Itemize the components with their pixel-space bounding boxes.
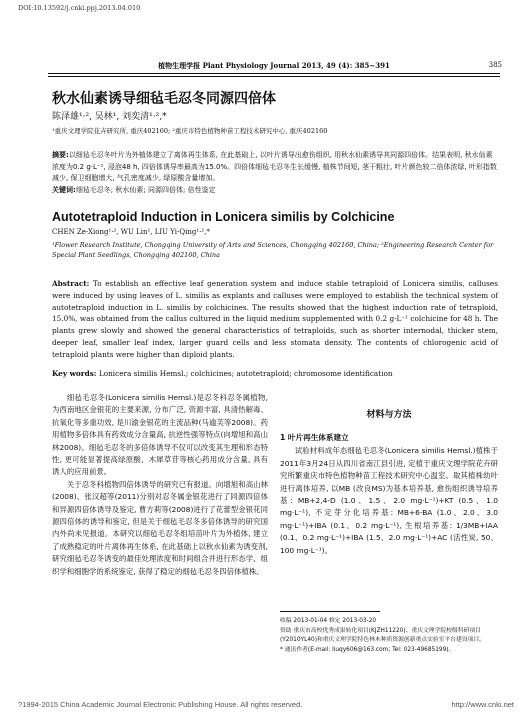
english-abstract-text: To establish an effective leaf generation system and induce stable tetraploid of Lonicera similis, calluses were induced by using leaves of L. similis as explants and calluses were employed to establish the technical system of autotetraploid induction in L. similis by colchicines. The results showed that the highest induction rate of tetraploid, 15.0%, was obtained from the callus cultured in the liquid medium supplemented with 0.2 g·L⁻¹ colchicine for 48 h. The plants grew slowly and showed the general characteristics of tetraploids, such as shorter internodal, thicker stem, deeper leaf, smaller leaf index, larger guard cells and less stomata density. The contents of chlorogenic acid of tetraploid plants were higher than diploid plants.: [52, 279, 498, 359]
intro-paragraph-2: 关于忍冬科植物四倍体诱导的研究已有报道。向增旭和高山林(2008)、张汉超等(2011)分别对忍冬属金银花进行了同源四倍体和异源四倍体诱导及鉴定, 曹方莉等(2008)进行了花蕾型金银花同源四倍体的诱导和鉴定, 但是关于细毡毛忍冬多倍体诱导的研究国内外尚未见报道。本研究以细毡毛忍冬组培苗叶片为外植体, 建立了成熟稳定的叶片离体再生体系, 在此基础上以秋水仙素为诱变剂, 研究细毡毛忍冬诱变的最佳处理浓度和时间组合并进行形态学、组织学和细胞学的系统鉴定, 获得了稳定的细毡毛忍冬四倍体植株。: [52, 479, 268, 576]
methods-paragraph-1: 试验材料成年态细毡毛忍冬(Lonicera similis Hemsl.)植株于2011年3月24日从四川省南江县引进, 定植于重庆文理学院花卉研究所繁重庆市特色植物种苗工程技术研究中心温室。取其植株幼叶进行离体培养, 以MB (改良MS)为基本培养基, 愈伤组织诱导培养基: MB+2,4-D (1.0、1.5、2.0 mg·L⁻¹)+KT (0.5、1.0 mg·L⁻¹), 不定芽分化培养基: MB+6-BA (1.0、2.0、3.0 mg·L⁻¹)+IBA (0.1、0.2 mg·L⁻¹), 生根培养基: 1/3MB+IAA (0.1、0.2 mg·L⁻¹)+IBA (1.5、2.0 mg·L⁻¹)+AC (活性炭, 50、100 mg·L⁻¹)。: [280, 446, 498, 555]
intro-paragraph-1: 细毡毛忍冬(Lonicera similis Hemsl.)是忍冬科忍冬属植物, 为西南地区金银花的主要来源, 分布广泛, 资源丰富, 具清热解毒、抗氧化等多重功效, 是川渝金银花的主流品种(马逾芙等2008)。药用植物多倍体具有药效成分含量高, 抗逆性强等特点(向增旭和高山林2008)。细毡毛忍冬的多倍体诱导不仅可以改变其生理和形态特性, 更可能显著提高绿原酸、木犀草苷等核心药用成分含量, 具有诱人的应用前景。: [52, 393, 268, 477]
page-footer: [18, 700, 514, 709]
chinese-abstract-block: [52, 150, 498, 196]
chinese-abstract-label: 摘要:: [52, 151, 69, 159]
chinese-keywords-text: 细毡毛忍冬; 秋水仙素; 同源四倍体; 倍性鉴定: [75, 185, 216, 194]
running-header: 植物生理学报 Plant Physiology Journal 2013, 49 (4): 385~391: [158, 61, 390, 70]
footnote-rule: [280, 611, 380, 612]
right-column: [280, 432, 498, 557]
footer-url[interactable]: http://www.cnki.net: [451, 700, 514, 709]
header-rule-thin: [48, 76, 500, 77]
left-column: [52, 392, 268, 578]
english-abstract: [52, 278, 498, 361]
footer-copyright: ?1994-2015 China Academic Journal Electronic Publishing House. All rights reserved.: [18, 700, 303, 709]
english-keywords-text: Lonicera similis Hemsl.; colchicines; autotetraploid; chromosome identification: [98, 369, 393, 378]
header-rule: [48, 73, 500, 74]
footnotes: [280, 617, 498, 655]
english-authors: CHEN Ze-Xiong¹·², WU Lin¹, LIU Yi-Qing¹·²,*: [52, 228, 210, 236]
footnote-received: 收稿 2013-01-04 修定 2013-03-20: [280, 618, 377, 624]
footnote-corresponding: * 通讯作者(E-mail: liuqy606@163.com; Tel: 023-49685199)。: [280, 646, 455, 653]
chinese-keywords-label: 关键词:: [52, 185, 76, 194]
subsection-title: 1 叶片再生体系建立: [280, 433, 349, 442]
chinese-affiliation: ¹重庆文理学院花卉研究所, 重庆402160; ²重庆市特色植物种苗工程技术研究中心, 重庆402160: [52, 127, 328, 135]
english-keywords-label: Key words:: [52, 369, 97, 378]
doi-label: DOI:10.13592/j.cnki.ppj.2013.04.010: [18, 4, 141, 12]
chinese-authors: 陈泽雄¹·², 吴林¹, 刘奕清¹·²,*: [52, 112, 167, 122]
chinese-abstract-text: 以细毡毛忍冬叶片为外植体建立了离体再生体系, 在此基础上, 以叶片诱导出愈伤组织, 用秋水仙素诱导其同源四倍体。结果表明, 秋水仙素浓度为0.2 g·L⁻¹, 浸泡48 h, 四倍体诱导率最高为15.0%。四倍体细毡毛忍冬生长缓慢, 植株节间短, 茎干粗壮, 叶片颜色较二倍体浓绿, 叶形指数减少, 保卫细胞增大, 气孔密度减少, 绿原酸含量增加。: [52, 151, 497, 182]
english-abstract-label: Abstract:: [52, 279, 90, 288]
footnote-funding: 资助 重庆市高校优秀成果转化项目(KJZH11220)、重庆文理学院校级科研项目(Y2010YL40)和重庆文理学院特色林木种质资源创新重点实验室平台建设项目。: [280, 627, 486, 644]
english-keywords: [52, 369, 498, 378]
chinese-title: 秋水仙素诱导细毡毛忍冬同源四倍体: [52, 91, 276, 107]
english-affiliation: ¹Flower Research Institute, Chongqing University of Arts and Sciences, Chongqing 402160, China; ²Engineering Research Center for Special Plant Seedlings, Chongqing 402160, China: [52, 241, 494, 259]
page-number: 385: [488, 61, 502, 69]
english-title: Autotetraploid Induction in Lonicera similis by Colchicine: [52, 210, 395, 224]
section-title: 材料与方法: [366, 410, 412, 420]
